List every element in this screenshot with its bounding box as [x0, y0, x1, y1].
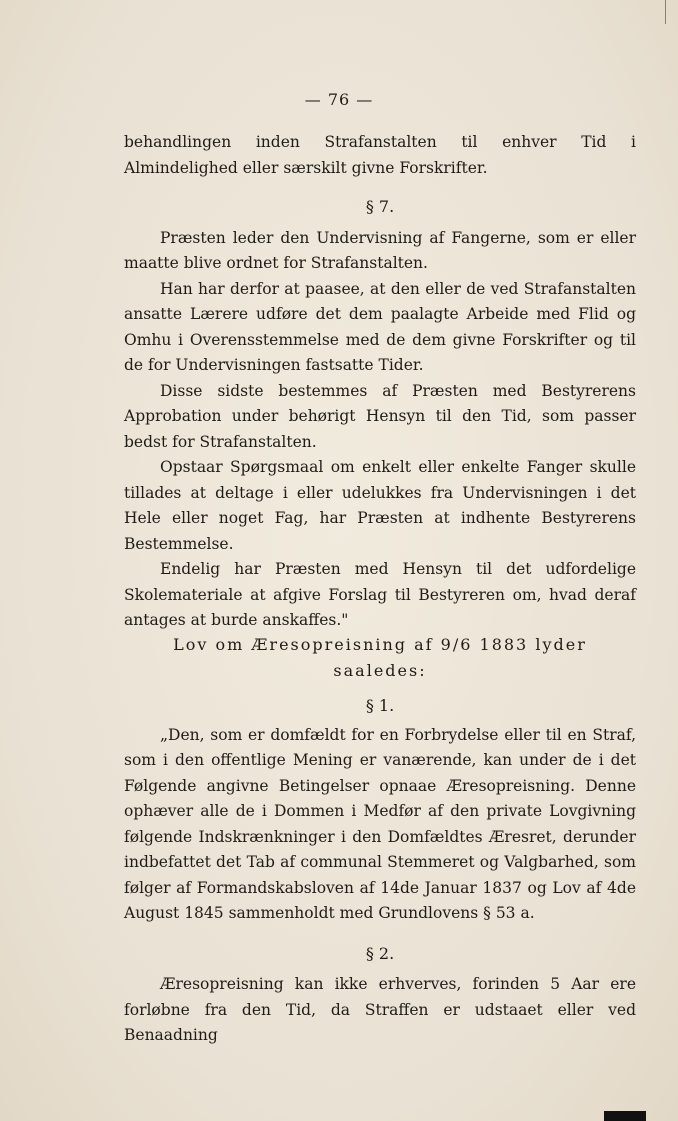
paragraph: Præsten leder den Undervisning af Fangerne, som er eller maatte blive ordnet for Strafanstalten. — [124, 228, 636, 272]
paragraph: Han har derfor at paasee, at den eller de ved Strafanstalten ansatte Lærere udføre det dem paalagte Arbeide med Flid og Omhu i Overensstemmelse med de dem givne Forskrifter og til de for Undervisningen fastsatte Tider. — [124, 279, 636, 374]
page-number: — 76 — — [304, 90, 374, 109]
paragraph: „Den, som er domfældt for en Forbrydelse eller til en Straf, som i den offentlige Mening er vanærende, kan under de i det Følgende angivne Betingelser opnaae Æresopreisning. Denne ophæver alle de i Dommen i Medfør af den private Lovgivning følgende Indskrænkninger i den Domfældtes Æresret, derunder indbefattet det Tab af communal Stemmeret og Valgbarhed, som følger af Formandskabsloven af 14de Januar 1837 og Lov af 4de August 1845 sammenholdt med Grundlovens § 53 a. — [124, 725, 636, 922]
body-text-upper — [124, 130, 636, 634]
paragraph-continuation: behandlingen inden Strafanstalten til enhver Tid i Almindelighed eller særskilt givne Forskrifter. — [124, 133, 636, 177]
scan-edge-bar — [604, 1111, 646, 1121]
section-heading-1: § 1. — [365, 696, 395, 715]
page-edge-mark — [665, 0, 666, 24]
paragraph: Disse sidste bestemmes af Præsten med Bestyrerens Approbation under behørigt Hensyn til den Tid, som passer bedst for Strafanstalten. — [124, 381, 636, 451]
paragraph: Opstaar Spørgsmaal om enkelt eller enkelte Fanger skulle tillades at deltage i eller udelukkes fra Undervisningen i det Hele eller noget Fag, har Præsten at indhente Bestyrerens Bestemmelse. — [124, 458, 636, 553]
law-title: Lov om Æresopreisning af 9/6 1883 lyder saaledes: — [173, 635, 587, 680]
section-heading-7: § 7. — [365, 197, 395, 216]
paragraph: Endelig har Præsten med Hensyn til det udfordelige Skolemateriale at afgive Forslag til Bestyreren om, hvad deraf antages at burde anskaffes." — [124, 560, 636, 629]
paragraph: Æresopreisning kan ikke erhverves, forinden 5 Aar ere forløbne fra den Tid, da Straffen er udstaaet eller ved Benaadning — [124, 975, 636, 1044]
body-text-lower — [124, 632, 636, 1049]
section-heading-2: § 2. — [365, 943, 395, 963]
